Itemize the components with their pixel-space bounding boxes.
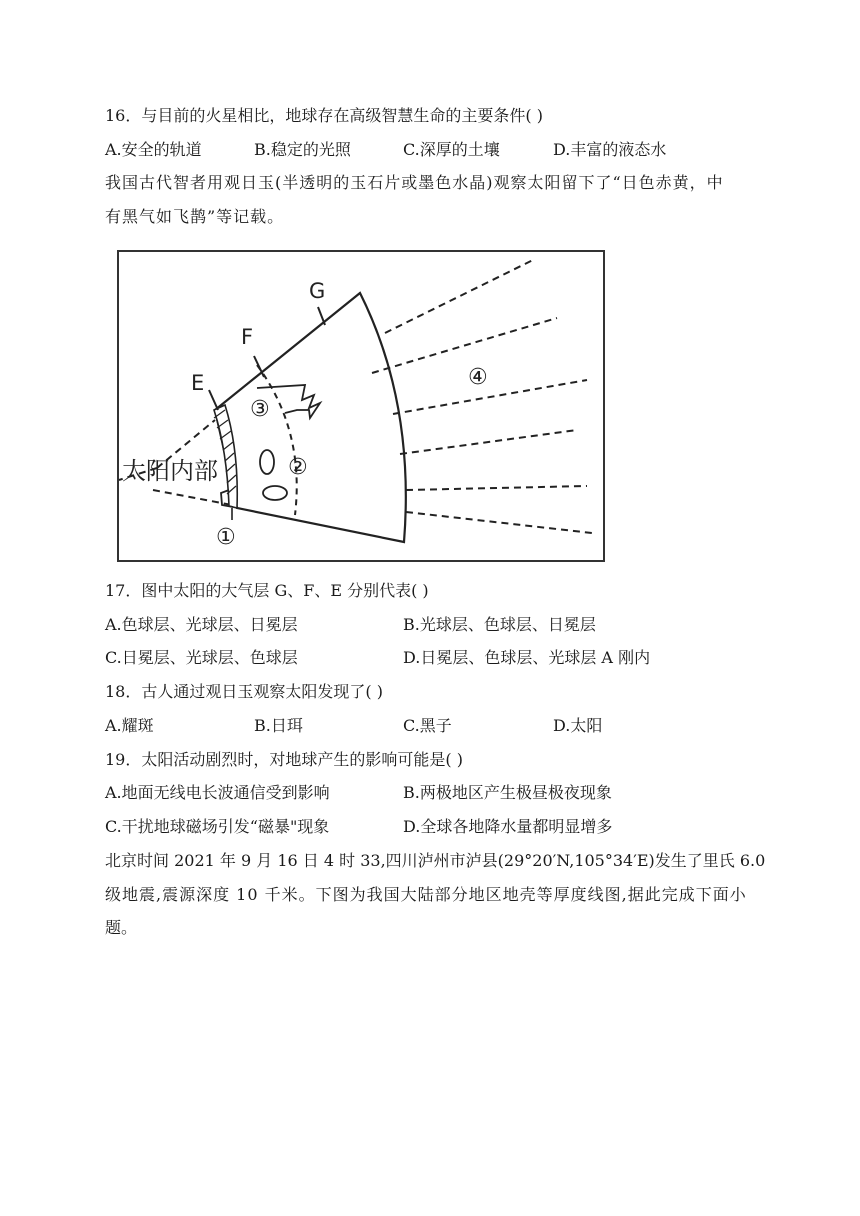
region-label-3: ③ [250, 397, 270, 422]
q19-options-row1 [105, 782, 765, 804]
material2-line2: 级地震,震源深度 10 千米。下图为我国大陆部分地区地壳等厚度线图,据此完成下面小 [105, 885, 747, 904]
q19-option-c[interactable]: C.干扰地球磁场引发“磁暴"现象 [105, 817, 330, 836]
q17-option-a[interactable]: A.色球层、光球层、日冕层 [105, 615, 298, 634]
q16-option-d[interactable]: D.丰富的液态水 [553, 140, 667, 159]
q17-option-c[interactable]: C.日冕层、光球层、色球层 [105, 648, 298, 667]
sun-interior-label: 太阳内部 [122, 457, 218, 485]
sun-atmosphere-diagram [117, 250, 605, 562]
q18-stem: 18．古人通过观日玉观察太阳发现了( ) [105, 682, 383, 701]
q16-option-c[interactable]: C.深厚的土壤 [403, 140, 500, 159]
material2-line3: 题。 [105, 918, 138, 937]
material1-line2: 有黑气如飞鹊”等记载。 [105, 207, 285, 226]
region-label-1: ① [216, 525, 236, 550]
layer-label-f: F [241, 325, 254, 349]
region-label-4: ④ [468, 365, 488, 390]
layer-label-e: E [191, 371, 205, 395]
q19-option-b[interactable]: B.两极地区产生极昼极夜现象 [403, 783, 612, 802]
q17-options-row1 [105, 614, 765, 636]
material2-line1: 北京时间 2021 年 9 月 16 日 4 时 33,四川泸州市泸县(29°20′N,105°34′E)发生了里氏 6.0 [105, 851, 766, 870]
q18-options [105, 715, 765, 737]
q16-options [105, 139, 765, 161]
q16-option-a[interactable]: A.安全的轨道 [105, 140, 202, 159]
q18-option-c[interactable]: C.黑子 [403, 716, 452, 735]
spot-upper [260, 450, 274, 474]
q19-option-a[interactable]: A.地面无线电长波通信受到影响 [105, 783, 330, 802]
q19-stem: 19．太阳活动剧烈时，对地球产生的影响可能是( ) [105, 750, 463, 769]
q16-stem: 16．与目前的火星相比，地球存在高级智慧生命的主要条件( ) [105, 106, 543, 125]
q17-options-row2 [105, 647, 765, 669]
q19-option-d[interactable]: D.全球各地降水量都明显增多 [403, 817, 613, 836]
region-label-2: ② [288, 455, 308, 480]
material1-line1: 我国古代智者用观日玉(半透明的玉石片或墨色水晶)观察太阳留下了“日色赤黄，中 [105, 173, 724, 192]
q17-option-b[interactable]: B.光球层、色球层、日冕层 [403, 615, 596, 634]
q19-options-row2 [105, 816, 765, 838]
q18-option-d[interactable]: D.太阳 [553, 716, 603, 735]
q16-option-b[interactable]: B.稳定的光照 [254, 140, 351, 159]
q18-option-b[interactable]: B.日珥 [254, 716, 303, 735]
q17-stem: 17．图中太阳的大气层 G、F、E 分别代表( ) [105, 581, 429, 600]
q18-option-a[interactable]: A.耀斑 [105, 716, 154, 735]
q17-option-d[interactable]: D.日冕层、色球层、光球层 A 刚内 [403, 648, 651, 667]
layer-label-g: G [309, 279, 326, 303]
spot-lower [263, 486, 287, 500]
